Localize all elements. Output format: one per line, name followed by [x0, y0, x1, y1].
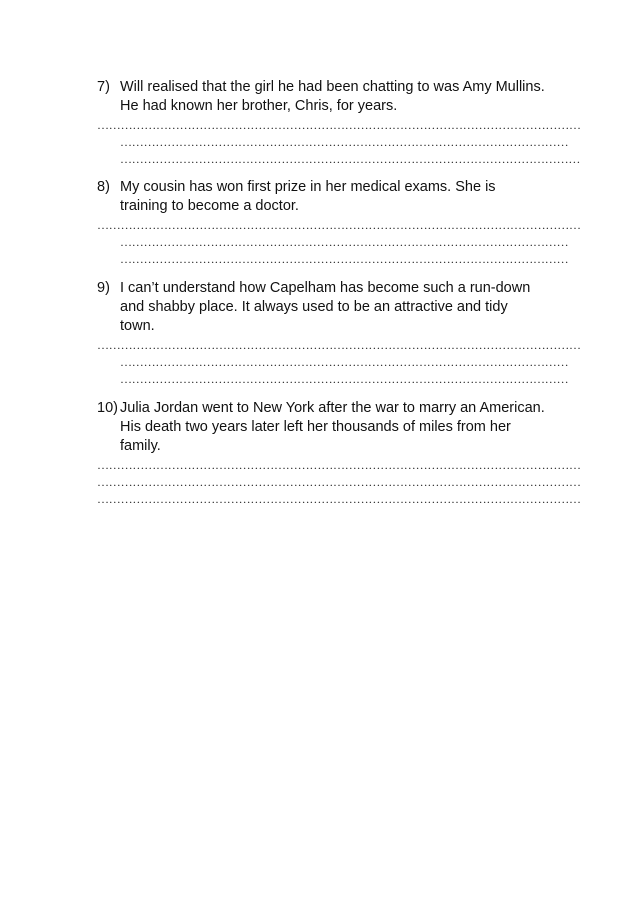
question-9 [97, 279, 581, 388]
question-text: Will realised that the girl he had been chatting to was Amy Mullins. He had known her brother, Chris, for years. [120, 79, 545, 114]
question-8 [97, 178, 581, 268]
answer-line[interactable]: …………………………………………………………………………………………………………… [97, 338, 581, 352]
question-text: My cousin has won first prize in her medical exams. She is training to become a doctor. [120, 179, 496, 214]
answer-line[interactable]: …………………………………………………………………………………………………… [120, 252, 569, 266]
question-text: Julia Jordan went to New York after the war to marry an American. His death two years later left her thousands of miles from her family. [120, 400, 545, 454]
question-9-row [97, 279, 557, 336]
answer-line[interactable]: …………………………………………………………………………………………………… [120, 235, 569, 249]
answer-line[interactable]: …………………………………………………………………………………………………………… [97, 218, 581, 232]
answer-line[interactable]: …………………………………………………………………………………………………………… [97, 118, 581, 132]
question-10 [97, 399, 581, 508]
answer-line[interactable]: …………………………………………………………………………………………………… [120, 135, 569, 149]
answer-line[interactable]: …………………………………………………………………………………………………………… [97, 475, 581, 489]
question-number: 8) [97, 179, 110, 195]
answer-line[interactable]: …………………………………………………………………………………………………… [120, 355, 569, 369]
answer-line[interactable]: …………………………………………………………………………………………………… [120, 372, 569, 386]
question-number: 7) [97, 79, 110, 95]
answer-line[interactable]: …………………………………………………………………………………………………………… [97, 492, 581, 506]
question-7 [97, 78, 581, 168]
answer-line[interactable]: …………………………………………………………………………………………………………… [97, 458, 581, 472]
question-8-row [97, 178, 557, 216]
answer-line[interactable]: ……………………………………………………………………………………………………… [120, 152, 581, 166]
question-text: I can’t understand how Capelham has become such a run-down and shabby place. It always used to be an attractive and tidy town. [120, 280, 531, 334]
question-number: 10) [97, 400, 118, 416]
question-number: 9) [97, 280, 110, 296]
question-7-row [97, 78, 557, 116]
question-10-row [97, 399, 557, 456]
